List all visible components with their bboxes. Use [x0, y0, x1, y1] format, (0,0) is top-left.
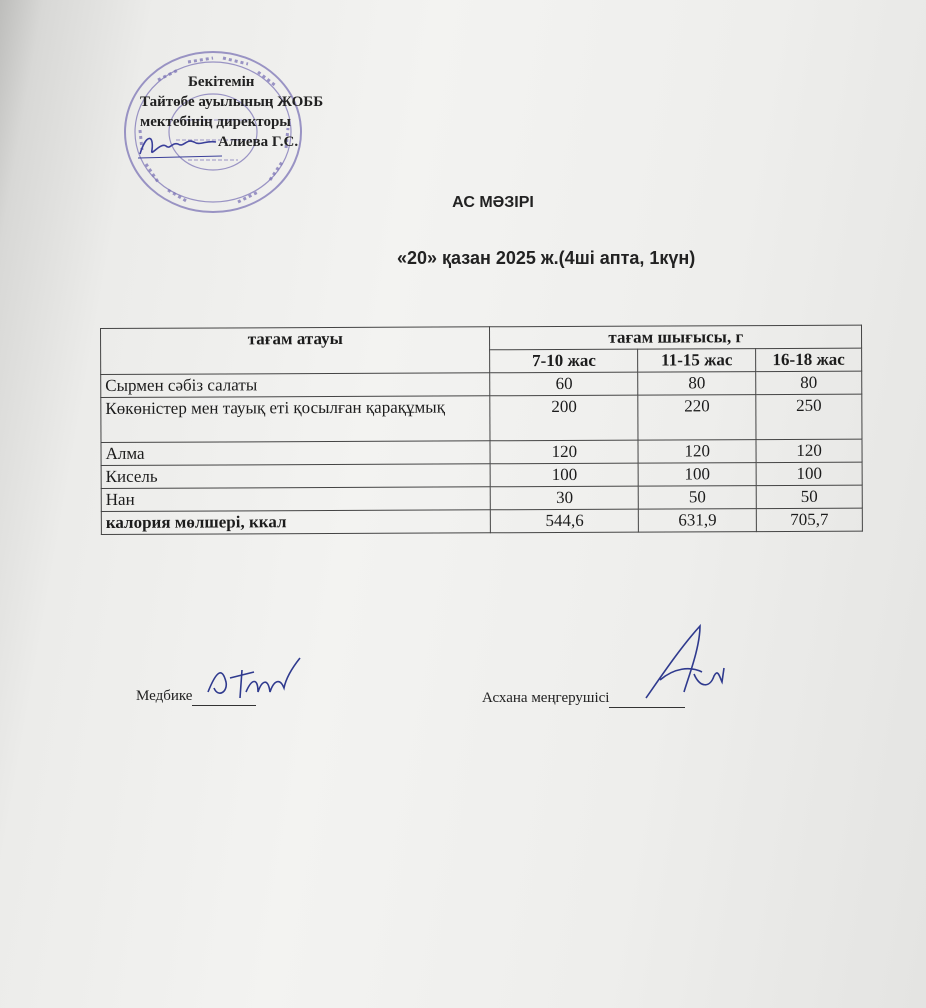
dish-value: 120: [490, 440, 638, 464]
total-label: калория мөлшері, ккал: [101, 510, 491, 535]
dish-value: 50: [638, 486, 756, 510]
header-age-1: 7-10 жас: [490, 349, 638, 373]
dish-value: 50: [756, 485, 862, 508]
menu-table: [100, 325, 863, 535]
dish-value: 60: [490, 372, 638, 396]
canteen-label: Асхана меңгерушісі: [482, 690, 610, 706]
approval-line-4: Алиева Г.С.: [218, 134, 299, 150]
approval-block: [140, 72, 323, 152]
canteen-signature: [640, 618, 730, 702]
dish-value: 100: [638, 463, 756, 487]
dish-name: Сырмен сәбіз салаты: [101, 373, 491, 398]
dish-name: Кисель: [101, 464, 491, 489]
dish-value: 100: [491, 463, 639, 487]
header-output: тағам шығысы, г: [490, 325, 862, 350]
total-row: [101, 508, 862, 534]
dish-value: 120: [756, 439, 862, 462]
table-row: [101, 485, 862, 511]
dish-value: 30: [491, 486, 639, 510]
table-row: [101, 371, 862, 397]
table-row: [101, 394, 862, 442]
approval-line-3: мектебінің директоры: [140, 114, 292, 130]
menu-date: «20» қазан 2025 ж.(4ші апта, 1күн): [397, 248, 696, 268]
dish-name: Көкөністер мен тауық еті қосылған қарақұмық: [101, 396, 491, 443]
dish-value: 80: [638, 372, 756, 396]
total-value: 705,7: [756, 508, 862, 531]
total-value: 544,6: [491, 509, 639, 533]
approval-line-2: Тайтөбе ауылының ЖОББ: [140, 94, 324, 110]
table-row: [101, 462, 862, 488]
dish-name: Алма: [101, 441, 491, 466]
table-header-row: [101, 325, 862, 351]
dish-value: 200: [490, 395, 638, 441]
dish-value: 120: [638, 440, 756, 464]
dish-value: 220: [638, 395, 756, 441]
document-title: АС МӘЗІРІ: [452, 194, 534, 211]
table-row: [101, 439, 862, 465]
nurse-label: Медбике: [136, 688, 193, 704]
dish-value: 80: [756, 371, 862, 394]
dish-name: Нан: [101, 487, 491, 512]
header-age-3: 16-18 жас: [756, 348, 862, 371]
approval-line-1: Бекітемін: [188, 74, 255, 90]
header-age-2: 11-15 жас: [638, 349, 756, 373]
total-value: 631,9: [639, 509, 757, 533]
header-dish-name: тағам атауы: [101, 327, 491, 375]
nurse-signature: [200, 648, 310, 712]
dish-value: 250: [756, 394, 862, 439]
dish-value: 100: [756, 462, 862, 485]
